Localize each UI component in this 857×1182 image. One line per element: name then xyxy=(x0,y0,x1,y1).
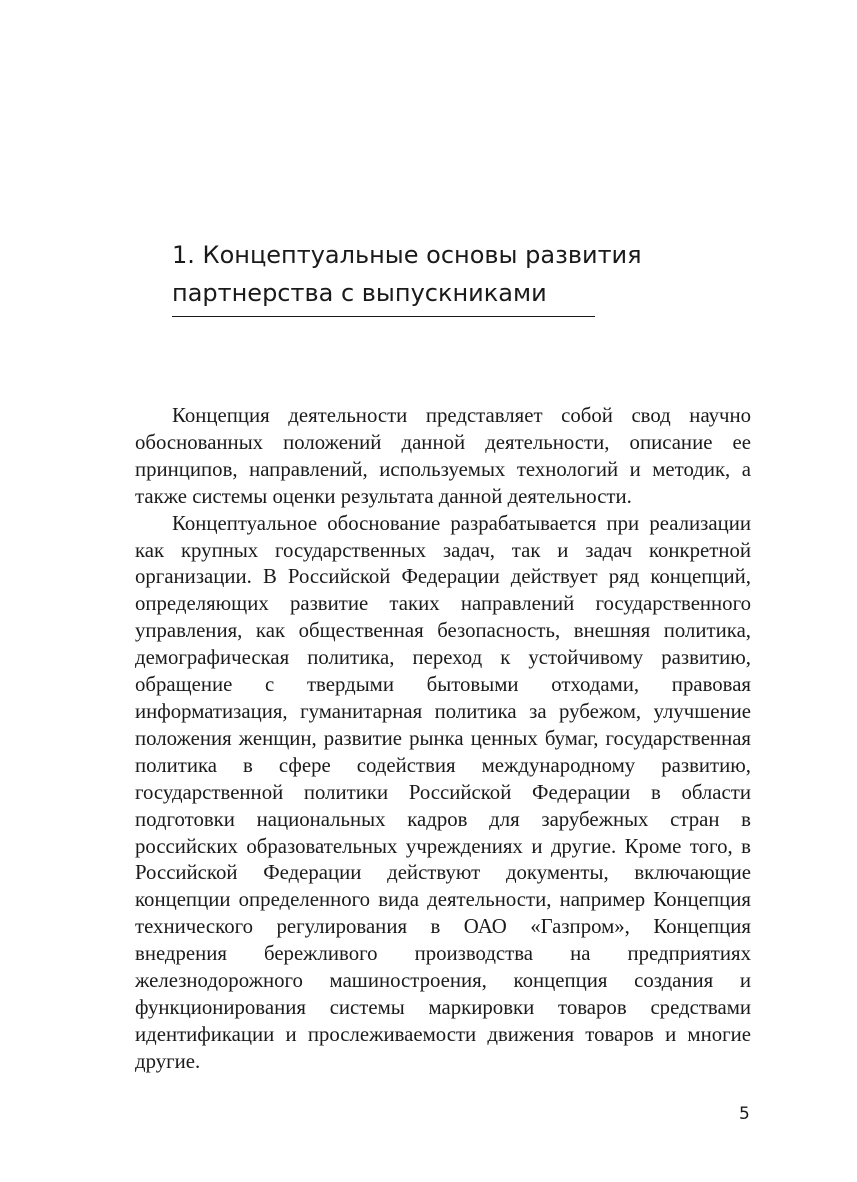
chapter-heading-line-2: партнерства с выпускниками xyxy=(172,279,547,307)
body-text xyxy=(135,403,751,1076)
chapter-heading xyxy=(172,236,732,312)
page-number: 5 xyxy=(739,1104,750,1124)
chapter-heading-line-1: 1. Концептуальные основы развития xyxy=(172,241,642,269)
paragraph-1: Концепция деятельности представляет собой свод научно обоснованных положений данной деятельности, описание ее принципов, направлений, используемых технологий и методик, а также системы оценки результата данной деятельности. xyxy=(135,404,751,508)
heading-underline xyxy=(172,316,595,317)
paragraph-2: Концептуальное обоснование разрабатывается при реализации как крупных государственных задач, так и задач конкретной организации. В Российской Федерации действует ряд концепций, определяющих развитие таких направлений государственного управления, как общественная безопасность, внешняя политика, демографическая политика, переход к устойчивому развитию, обращение с твердыми бытовыми отходами, правовая информатизация, гуманитарная политика за рубежом, улучшение положения женщин, развитие рынка ценных бумаг, государственная политика в сфере содействия международному развитию, государственной политики Российской Федерации в области подготовки национальных кадров для зарубежных стран в российских образовательных учреждениях и другие. Кроме того, в Российской Федерации действуют документы, включающие концепции определенного вида деятельности, например Концепция технического регулирования в ОАО «Газпром», Концепция внедрения бережливого производства на предприятиях железнодорожного машиностроения, концепция создания и функционирования системы маркировки товаров средствами идентификации и прослеживаемости движения товаров и многие другие. xyxy=(135,511,751,1073)
